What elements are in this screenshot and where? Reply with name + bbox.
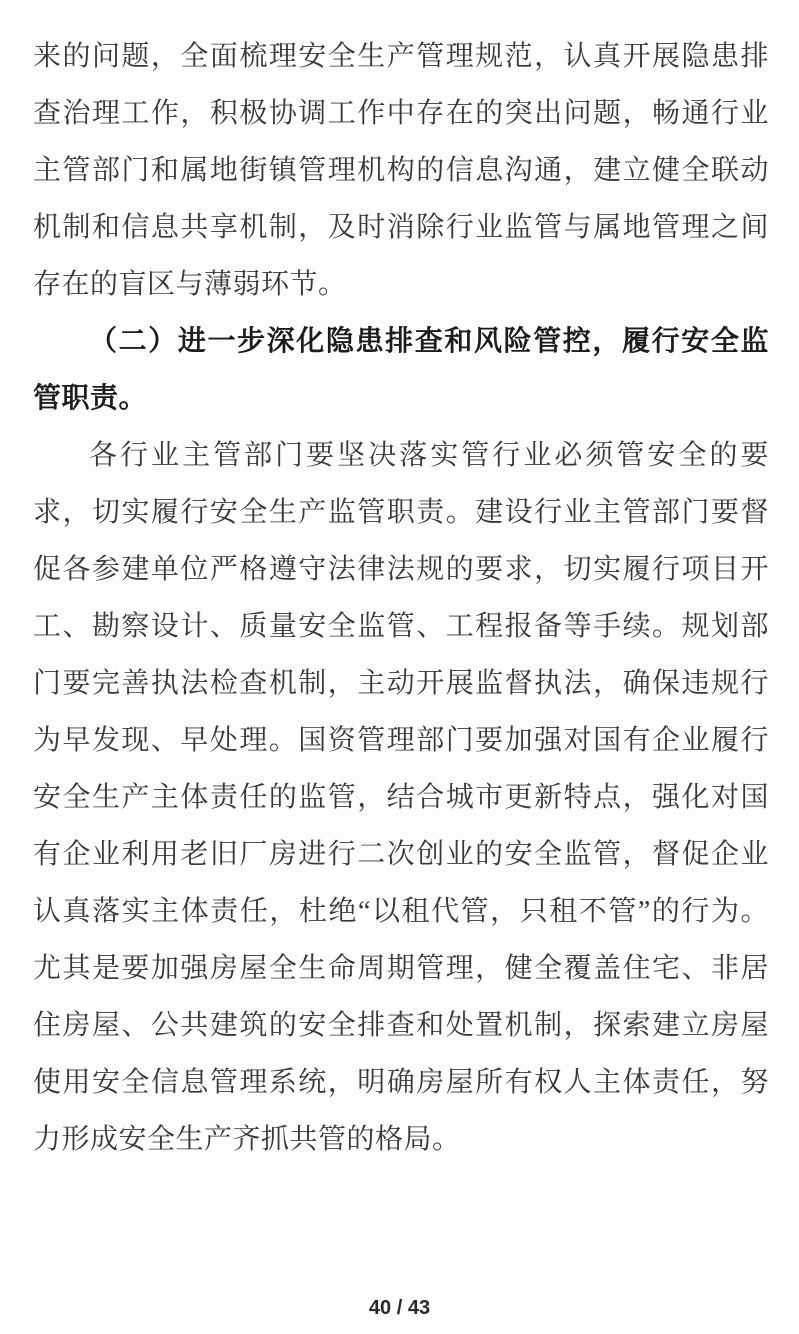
paragraph-continuation: 来的问题，全面梳理安全生产管理规范，认真开展隐患排查治理工作，积极协调工作中存在的突出问题，畅通行业主管部门和属地街镇管理机构的信息沟通，建立健全联动机制和信息共享机制，及时消除行业监管与属地管理之间存在的盲区与薄弱环节。 xyxy=(33,41,769,300)
section-heading: （二）进一步深化隐患排查和风险管控，履行安全监管职责。 xyxy=(33,326,769,414)
document-content xyxy=(33,28,769,1168)
paragraph-body: 各行业主管部门要坚决落实管行业必须管安全的要求，切实履行安全生产监管职责。建设行业主管部门要督促各参建单位严格遵守法律法规的要求，切实履行项目开工、勘察设计、质量安全监管、工程报备等手续。规划部门要完善执法检查机制，主动开展监督执法，确保违规行为早发现、早处理。国资管理部门要加强对国有企业履行安全生产主体责任的监管，结合城市更新特点，强化对国有企业利用老旧厂房进行二次创业的安全监管，督促企业认真落实主体责任，杜绝“以租代管，只租不管”的行为。尤其是要加强房屋全生命周期管理，健全覆盖住宅、非居住房屋、公共建筑的安全排查和处置机制，探索建立房屋使用安全信息管理系统，明确房屋所有权人主体责任，努力形成安全生产齐抓共管的格局。 xyxy=(33,440,769,1155)
page-number-indicator: 40 / 43 xyxy=(368,1297,431,1319)
